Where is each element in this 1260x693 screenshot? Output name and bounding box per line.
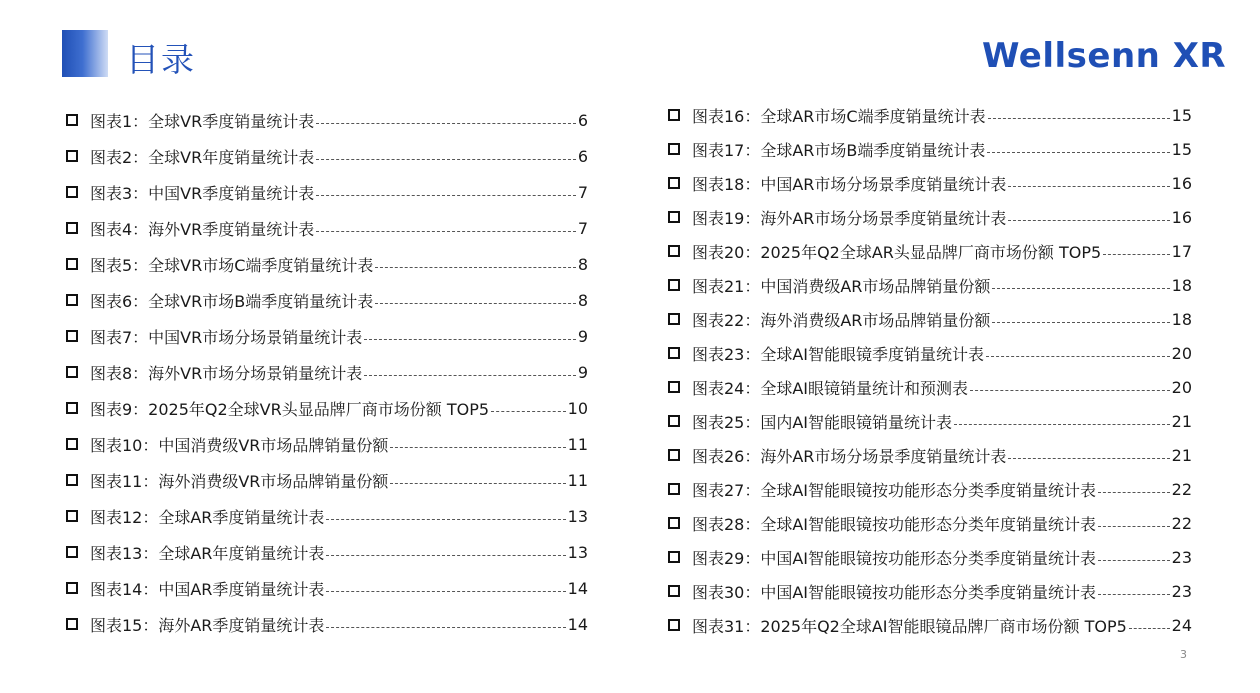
toc-entry[interactable] [66, 318, 588, 354]
toc-entry-page: 22 [1171, 479, 1192, 499]
toc-entry-label: 图表2：全球VR年度销量统计表 [90, 147, 315, 167]
toc-entry[interactable] [668, 574, 1192, 608]
toc-entry[interactable] [66, 102, 588, 138]
dotted-leader [1129, 628, 1170, 629]
toc-entry-page: 21 [1171, 411, 1192, 431]
checkbox-bullet-icon [66, 258, 78, 270]
toc-entry[interactable] [66, 354, 588, 390]
dotted-leader [316, 231, 576, 232]
dotted-leader [1098, 526, 1170, 527]
toc-entry-page: 24 [1171, 615, 1192, 635]
dotted-leader [1103, 254, 1169, 255]
dotted-leader [992, 322, 1169, 323]
toc-entry-label: 图表10：中国消费级VR市场品牌销量份额 [90, 435, 389, 455]
toc-entry[interactable] [668, 98, 1192, 132]
dotted-leader [491, 411, 566, 412]
toc-entry-label: 图表23：全球AI智能眼镜季度销量统计表 [692, 344, 985, 364]
toc-entry-page: 18 [1171, 275, 1192, 295]
toc-entry-label: 图表31：2025年Q2全球AI智能眼镜品牌厂商市场份额 TOP5 [692, 616, 1127, 636]
toc-entry-label: 图表14：中国AR季度销量统计表 [90, 579, 325, 599]
checkbox-bullet-icon [668, 245, 680, 257]
checkbox-bullet-icon [66, 186, 78, 198]
checkbox-bullet-icon [668, 585, 680, 597]
toc-entry-label: 图表22：海外消费级AR市场品牌销量份额 [692, 310, 991, 330]
toc-entry-label: 图表12：全球AR季度销量统计表 [90, 507, 325, 527]
toc-entry[interactable] [668, 132, 1192, 166]
toc-entry[interactable] [668, 472, 1192, 506]
toc-entry-label: 图表26：海外AR市场分场景季度销量统计表 [692, 446, 1007, 466]
dotted-leader [988, 118, 1170, 119]
toc-entry[interactable] [66, 462, 588, 498]
dotted-leader [1098, 594, 1170, 595]
toc-entry-page: 6 [577, 146, 588, 166]
toc-entry-page: 7 [577, 218, 588, 238]
toc-entry-page: 11 [567, 434, 588, 454]
toc-entry[interactable] [668, 166, 1192, 200]
toc-entry-page: 8 [577, 254, 588, 274]
toc-left-column [66, 102, 588, 642]
checkbox-bullet-icon [668, 483, 680, 495]
toc-entry-page: 20 [1171, 377, 1192, 397]
dotted-leader [316, 123, 576, 124]
checkbox-bullet-icon [668, 415, 680, 427]
checkbox-bullet-icon [66, 294, 78, 306]
checkbox-bullet-icon [66, 546, 78, 558]
toc-entry-page: 18 [1171, 309, 1192, 329]
toc-entry-page: 21 [1171, 445, 1192, 465]
toc-entry[interactable] [668, 506, 1192, 540]
toc-entry[interactable] [66, 498, 588, 534]
toc-entry-page: 23 [1171, 581, 1192, 601]
toc-entry-page: 9 [577, 326, 588, 346]
toc-entry-label: 图表1：全球VR季度销量统计表 [90, 111, 315, 131]
checkbox-bullet-icon [66, 402, 78, 414]
toc-entry-label: 图表4：海外VR季度销量统计表 [90, 219, 315, 239]
toc-entry[interactable] [66, 138, 588, 174]
toc-entry-page: 13 [567, 542, 588, 562]
page-title: 目录 [126, 40, 196, 79]
toc-entry[interactable] [66, 426, 588, 462]
toc-entry-page: 23 [1171, 547, 1192, 567]
toc-entry[interactable] [668, 268, 1192, 302]
dotted-leader [375, 267, 575, 268]
toc-entry-label: 图表17：全球AR市场B端季度销量统计表 [692, 140, 986, 160]
toc-entry-label: 图表28：全球AI智能眼镜按功能形态分类年度销量统计表 [692, 514, 1097, 534]
checkbox-bullet-icon [668, 211, 680, 223]
checkbox-bullet-icon [66, 618, 78, 630]
dotted-leader [364, 375, 576, 376]
toc-entry-page: 20 [1171, 343, 1192, 363]
toc-entry-page: 8 [577, 290, 588, 310]
toc-entry-label: 图表5：全球VR市场C端季度销量统计表 [90, 255, 374, 275]
toc-entry-label: 图表8：海外VR市场分场景销量统计表 [90, 363, 363, 383]
checkbox-bullet-icon [668, 109, 680, 121]
dotted-leader [316, 195, 576, 196]
dotted-leader [326, 627, 565, 628]
toc-entry[interactable] [66, 390, 588, 426]
checkbox-bullet-icon [668, 381, 680, 393]
dotted-leader [1008, 458, 1169, 459]
toc-entry-label: 图表21：中国消费级AR市场品牌销量份额 [692, 276, 991, 296]
toc-entry-label: 图表6：全球VR市场B端季度销量统计表 [90, 291, 374, 311]
checkbox-bullet-icon [66, 510, 78, 522]
toc-entry-label: 图表15：海外AR季度销量统计表 [90, 615, 325, 635]
checkbox-bullet-icon [668, 347, 680, 359]
toc-entry[interactable] [66, 210, 588, 246]
toc-entry[interactable] [66, 570, 588, 606]
dotted-leader [1098, 492, 1170, 493]
toc-entry-label: 图表19：海外AR市场分场景季度销量统计表 [692, 208, 1007, 228]
toc-entry-page: 22 [1171, 513, 1192, 533]
toc-entry-page: 15 [1171, 105, 1192, 125]
toc-entry[interactable] [668, 234, 1192, 268]
toc-entry-page: 7 [577, 182, 588, 202]
toc-entry-page: 14 [567, 614, 588, 634]
toc-entry-label: 图表11：海外消费级VR市场品牌销量份额 [90, 471, 389, 491]
toc-entry-page: 11 [567, 470, 588, 490]
dotted-leader [326, 555, 565, 556]
checkbox-bullet-icon [668, 551, 680, 563]
checkbox-bullet-icon [66, 582, 78, 594]
toc-entry-label: 图表13：全球AR年度销量统计表 [90, 543, 325, 563]
toc-entry-page: 14 [567, 578, 588, 598]
toc-entry-label: 图表24：全球AI眼镜销量统计和预测表 [692, 378, 969, 398]
dotted-leader [986, 356, 1170, 357]
toc-entry[interactable] [66, 246, 588, 282]
toc-entry-page: 6 [577, 110, 588, 130]
dotted-leader [970, 390, 1170, 391]
toc-entry-label: 图表9：2025年Q2全球VR头显品牌厂商市场份额 TOP5 [90, 399, 490, 419]
brand-logo: Wellsenn XR [982, 36, 1227, 76]
dotted-leader [375, 303, 576, 304]
dotted-leader [326, 519, 565, 520]
dotted-leader [326, 591, 565, 592]
checkbox-bullet-icon [668, 313, 680, 325]
dotted-leader [1008, 186, 1169, 187]
toc-entry-page: 16 [1171, 207, 1192, 227]
toc-entry-label: 图表18：中国AR市场分场景季度销量统计表 [692, 174, 1007, 194]
checkbox-bullet-icon [668, 177, 680, 189]
toc-entry[interactable] [668, 438, 1192, 472]
checkbox-bullet-icon [66, 222, 78, 234]
dotted-leader [316, 159, 576, 160]
checkbox-bullet-icon [66, 474, 78, 486]
dotted-leader [992, 288, 1169, 289]
toc-entry-page: 10 [567, 398, 588, 418]
toc-entry[interactable] [66, 174, 588, 210]
toc-right-column [668, 98, 1192, 642]
toc-entry[interactable] [66, 606, 588, 642]
toc-entry-label: 图表29：中国AI智能眼镜按功能形态分类季度销量统计表 [692, 548, 1097, 568]
dotted-leader [390, 483, 565, 484]
dotted-leader [954, 424, 1170, 425]
toc-entry[interactable] [668, 370, 1192, 404]
toc-entry-label: 图表27：全球AI智能眼镜按功能形态分类季度销量统计表 [692, 480, 1097, 500]
checkbox-bullet-icon [668, 517, 680, 529]
toc-entry-page: 16 [1171, 173, 1192, 193]
toc-entry-page: 9 [577, 362, 588, 382]
toc-entry-label: 图表7：中国VR市场分场景销量统计表 [90, 327, 363, 347]
dotted-leader [987, 152, 1169, 153]
checkbox-bullet-icon [66, 114, 78, 126]
dotted-leader [390, 447, 565, 448]
toc-entry-page: 17 [1171, 241, 1192, 261]
page-number: 3 [1180, 648, 1187, 661]
checkbox-bullet-icon [668, 143, 680, 155]
toc-entry-label: 图表3：中国VR季度销量统计表 [90, 183, 315, 203]
toc-entry-page: 13 [567, 506, 588, 526]
checkbox-bullet-icon [66, 438, 78, 450]
toc-entry-label: 图表20：2025年Q2全球AR头显品牌厂商市场份额 TOP5 [692, 242, 1102, 262]
dotted-leader [364, 339, 576, 340]
toc-entry[interactable] [668, 200, 1192, 234]
toc-entry[interactable] [668, 302, 1192, 336]
toc-entry[interactable] [668, 540, 1192, 574]
toc-entry[interactable] [66, 534, 588, 570]
checkbox-bullet-icon [66, 330, 78, 342]
toc-entry-label: 图表25：国内AI智能眼镜销量统计表 [692, 412, 953, 432]
dotted-leader [1008, 220, 1169, 221]
checkbox-bullet-icon [668, 449, 680, 461]
toc-entry[interactable] [66, 282, 588, 318]
checkbox-bullet-icon [668, 279, 680, 291]
title-accent-bar [62, 30, 108, 77]
checkbox-bullet-icon [66, 150, 78, 162]
checkbox-bullet-icon [66, 366, 78, 378]
checkbox-bullet-icon [668, 619, 680, 631]
toc-entry[interactable] [668, 336, 1192, 370]
toc-entry-label: 图表30：中国AI智能眼镜按功能形态分类季度销量统计表 [692, 582, 1097, 602]
dotted-leader [1098, 560, 1170, 561]
toc-entry[interactable] [668, 608, 1192, 642]
toc-entry-page: 15 [1171, 139, 1192, 159]
toc-entry-label: 图表16：全球AR市场C端季度销量统计表 [692, 106, 986, 126]
toc-entry[interactable] [668, 404, 1192, 438]
